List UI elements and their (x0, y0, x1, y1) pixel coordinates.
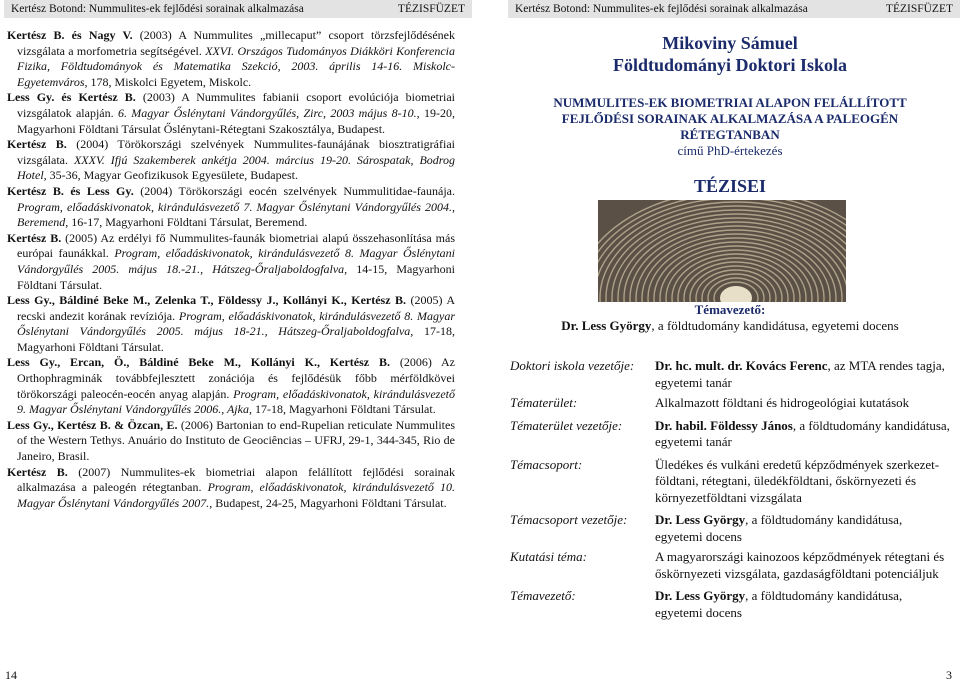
info-value-name: Dr. hc. mult. dr. Kovács Ferenc (655, 358, 828, 373)
reference-tail: 35-36, Magyar Geofizikusok Egyesülete, Budapest. (46, 168, 298, 183)
supervisor-label: Témavezető: (694, 302, 766, 317)
info-value-text: Üledékes és vulkáni eredetű képződmények szerkezet-földtani, rétegtani, üledékföldtani, őskörnyezeti és környezetföldtani vizsgálata (655, 456, 940, 505)
reference-item (7, 137, 455, 184)
info-value (655, 512, 950, 545)
reference-text: (2004) Törökországi eocén szelvények Nummulitidae-faunája. (133, 183, 455, 198)
title-subtitle: című PhD-értekezés (677, 143, 783, 158)
reference-author: Less Gy. és Kertész B. (7, 90, 136, 105)
info-row (510, 588, 950, 621)
info-value-text: A magyarországi kainozoos képződmények rétegtani és őskörnyezeti vizsgálata, gazdaságföldtani potenciáljuk (655, 549, 945, 581)
reference-venue: Program, előadáskivonatok, kirándulásvezető 7. Magyar Őslénytani Vándorgyűlés 2004., Beremend, (17, 199, 455, 230)
institution-name (510, 32, 950, 76)
reference-text: (2006) Bartonian to end-Rupelian reticulate Nummulites of the Western Tethys. Anuário do Instituto de Geociências – UFRJ, 29-1, 344-345, Rio de Janeiro, Brasil. (17, 417, 456, 464)
info-value-text: Alkalmazott földtani és hidrogeológiai kutatások (655, 395, 910, 410)
info-value (655, 418, 950, 451)
reference-tail: 16-17, Magyarhoni Földtani Társulat, Beremend. (68, 215, 308, 230)
supervisor-name: Dr. Less György (561, 318, 652, 333)
reference-item (7, 184, 455, 231)
info-table (510, 358, 950, 621)
info-value-text: , az MTA rendes tagja, egyetemi tanár (655, 358, 945, 390)
info-value-text: , a földtudomány kandidátusa, egyetemi tanár (655, 417, 950, 449)
reference-tail: , 19-20, Magyarhoni Földtani Társulat Őslénytani-Rétegtani Szakosztálya, Budapest. (17, 105, 455, 136)
reference-item (7, 90, 455, 137)
reference-list (7, 28, 455, 511)
reference-tail: 17-18, Magyarhoni Földtani Társulat. (251, 402, 436, 417)
info-value-name: Dr. Less György (655, 588, 746, 603)
supervisor-line (510, 318, 950, 334)
reference-tail: 178, Miskolci Egyetem, Miskolc. (87, 74, 252, 89)
title-line: FEJLŐDÉSI SORAINAK ALKALMAZÁSA A PALEOGÉN (561, 111, 899, 126)
running-header-left (4, 0, 472, 18)
info-value (655, 358, 950, 391)
info-value (655, 457, 950, 507)
reference-author: Kertész B. (7, 137, 67, 152)
reference-tail: , Budapest, 24-25, Magyarhoni Földtani Társulat. (209, 495, 447, 510)
reference-text: (2004) Törökországi szelvények Nummulites-faunájának biosztratigráfiai vizsgálata. (17, 137, 455, 167)
institution-line: Mikoviny Sámuel (662, 33, 798, 53)
reference-venue: XXXV. Ifjú Szakemberek ankétja 2004. március 19-20. Sárospatak, Bodrog Hotel, (17, 152, 455, 183)
info-label: Tématerület vezetője: (510, 417, 623, 433)
reference-author: Kertész B. és Nagy V. (7, 28, 133, 42)
info-value-name: Dr. habil. Földessy János (655, 417, 793, 433)
reference-venue: Program, előadáskivonatok, kirándulásvezető 10. Magyar Őslénytani Vándorgyűlés 2007. (17, 480, 455, 510)
reference-author: Kertész B. (7, 464, 68, 479)
info-row (510, 549, 950, 582)
info-value-text: , a földtudomány kandidátusa, egyetemi docens (655, 512, 903, 544)
reference-venue: Program, előadáskivonatok, kirándulásvezető 9. Magyar Őslénytani Vándorgyűlés 2006., Ajka, (17, 386, 455, 417)
info-row (510, 395, 950, 412)
header-label: TÉZISFÜZET (885, 3, 953, 15)
reference-text: (2006) Az Orthophragminák továbbfejlesztett zonációja és fejlődésük főbb mérföldkövei törökországi paleocén-eocén anyag alapján. (17, 355, 455, 401)
header-title: Kertész Botond: Nummulites-ek fejlődési sorainak alkalmazása (11, 3, 304, 15)
reference-item (7, 293, 455, 355)
running-header-right (508, 0, 960, 18)
info-row (510, 358, 950, 391)
reference-author: Kertész B. és Less Gy. (7, 183, 134, 198)
reference-item (7, 355, 455, 417)
info-label: Témacsoport vezetője: (510, 512, 628, 527)
right-page (480, 0, 960, 682)
institution-line: Földtudományi Doktori Iskola (612, 55, 848, 75)
info-value-text: , a földtudomány kandidátusa, egyetemi docens (655, 588, 903, 620)
reference-venue: XXVI. Országos Tudományos Diákköri Konferencia Fizika, Földtudományok és Matematika Szekció, 2003. április 14-16. Miskolc-Egyetemváros, (17, 43, 455, 89)
info-row (510, 457, 950, 507)
supervisor-block (510, 302, 950, 334)
page-number: 14 (5, 668, 17, 682)
nummulites-fossil-image (598, 200, 846, 302)
reference-venue: Program, előadáskivonatok, kirándulásvezető 8. Magyar Őslénytani Vándorgyűlés 2005. május 18-21., Hátszeg-Őraljaboldogfalva, (17, 308, 455, 339)
header-label: TÉZISFÜZET (397, 3, 465, 15)
info-value (655, 588, 950, 621)
reference-text: (2007) Nummulites-ek biometriai alapon felállított fejlődési sorainak alkalmazása a paleogén rétegtanban. (17, 464, 455, 495)
reference-author: Less Gy., Kertész B. & Özcan, E. (7, 417, 178, 432)
reference-item (7, 231, 455, 293)
reference-author: Less Gy., Báldiné Beke M., Zelenka T., Földessy J., Kollányi K., Kertész B. (7, 293, 407, 308)
reference-author: Less Gy., Ercan, Ö., Báldiné Beke M., Kollányi K., Kertész B. (7, 355, 390, 370)
reference-tail: 17-18, Magyarhoni Földtani Társulat. (17, 324, 455, 354)
title-line: NUMMULITES-EK BIOMETRIAI ALAPON FELÁLLÍTOTT (553, 95, 907, 110)
reference-venue: Program, előadáskivonatok, kirándulásvezető 8. Magyar Őslénytani Vándorgyűlés 2005. május 18.-21., Hátszeg-Őraljaboldogfalva, (17, 246, 456, 276)
reference-tail: 14-15, Magyarhoni Földtani Társulat. (17, 261, 455, 292)
reference-text: (2003) A Nummulites fabianii csoport evolúciója biometriai vizsgálatok alapján. (17, 90, 455, 120)
reference-text: (2005) A recski andezit korának revíziója. (17, 293, 456, 323)
info-label: Doktori iskola vezetője: (510, 358, 635, 373)
reference-item (7, 465, 455, 512)
reference-text: (2003) A Nummulites „millecaput” csoport törzsfejlődésének vizsgálata a morfometria segítségével. (17, 28, 455, 58)
info-row (510, 512, 950, 545)
header-title: Kertész Botond: Nummulites-ek fejlődési sorainak alkalmazása (515, 3, 808, 15)
info-value (655, 549, 950, 582)
title-line: RÉTEGTANBAN (680, 127, 780, 142)
reference-text: (2005) Az erdélyi fő Nummulites-faunák biometriai alapú összehasonlítása más európai faunákkal. (17, 230, 456, 261)
info-label: Kutatási téma: (510, 549, 587, 564)
tezisei-heading: TÉZISEI (693, 176, 767, 196)
supervisor-title: , a földtudomány kandidátusa, egyetemi docens (651, 318, 899, 333)
info-label: Témavezető: (510, 588, 576, 603)
reference-item (7, 418, 455, 465)
reference-venue: 6. Magyar Őslénytani Vándorgyűlés, Zirc, 2003 május 8-10. (117, 105, 417, 120)
info-value (655, 395, 950, 412)
info-value-name: Dr. Less György (655, 512, 746, 527)
info-label: Témacsoport: (510, 456, 583, 472)
reference-item (7, 28, 455, 90)
reference-author: Kertész B. (7, 230, 62, 245)
info-label: Tématerület: (510, 395, 578, 410)
info-row (510, 418, 950, 451)
thesis-title (510, 95, 950, 159)
page-number: 3 (946, 668, 952, 682)
